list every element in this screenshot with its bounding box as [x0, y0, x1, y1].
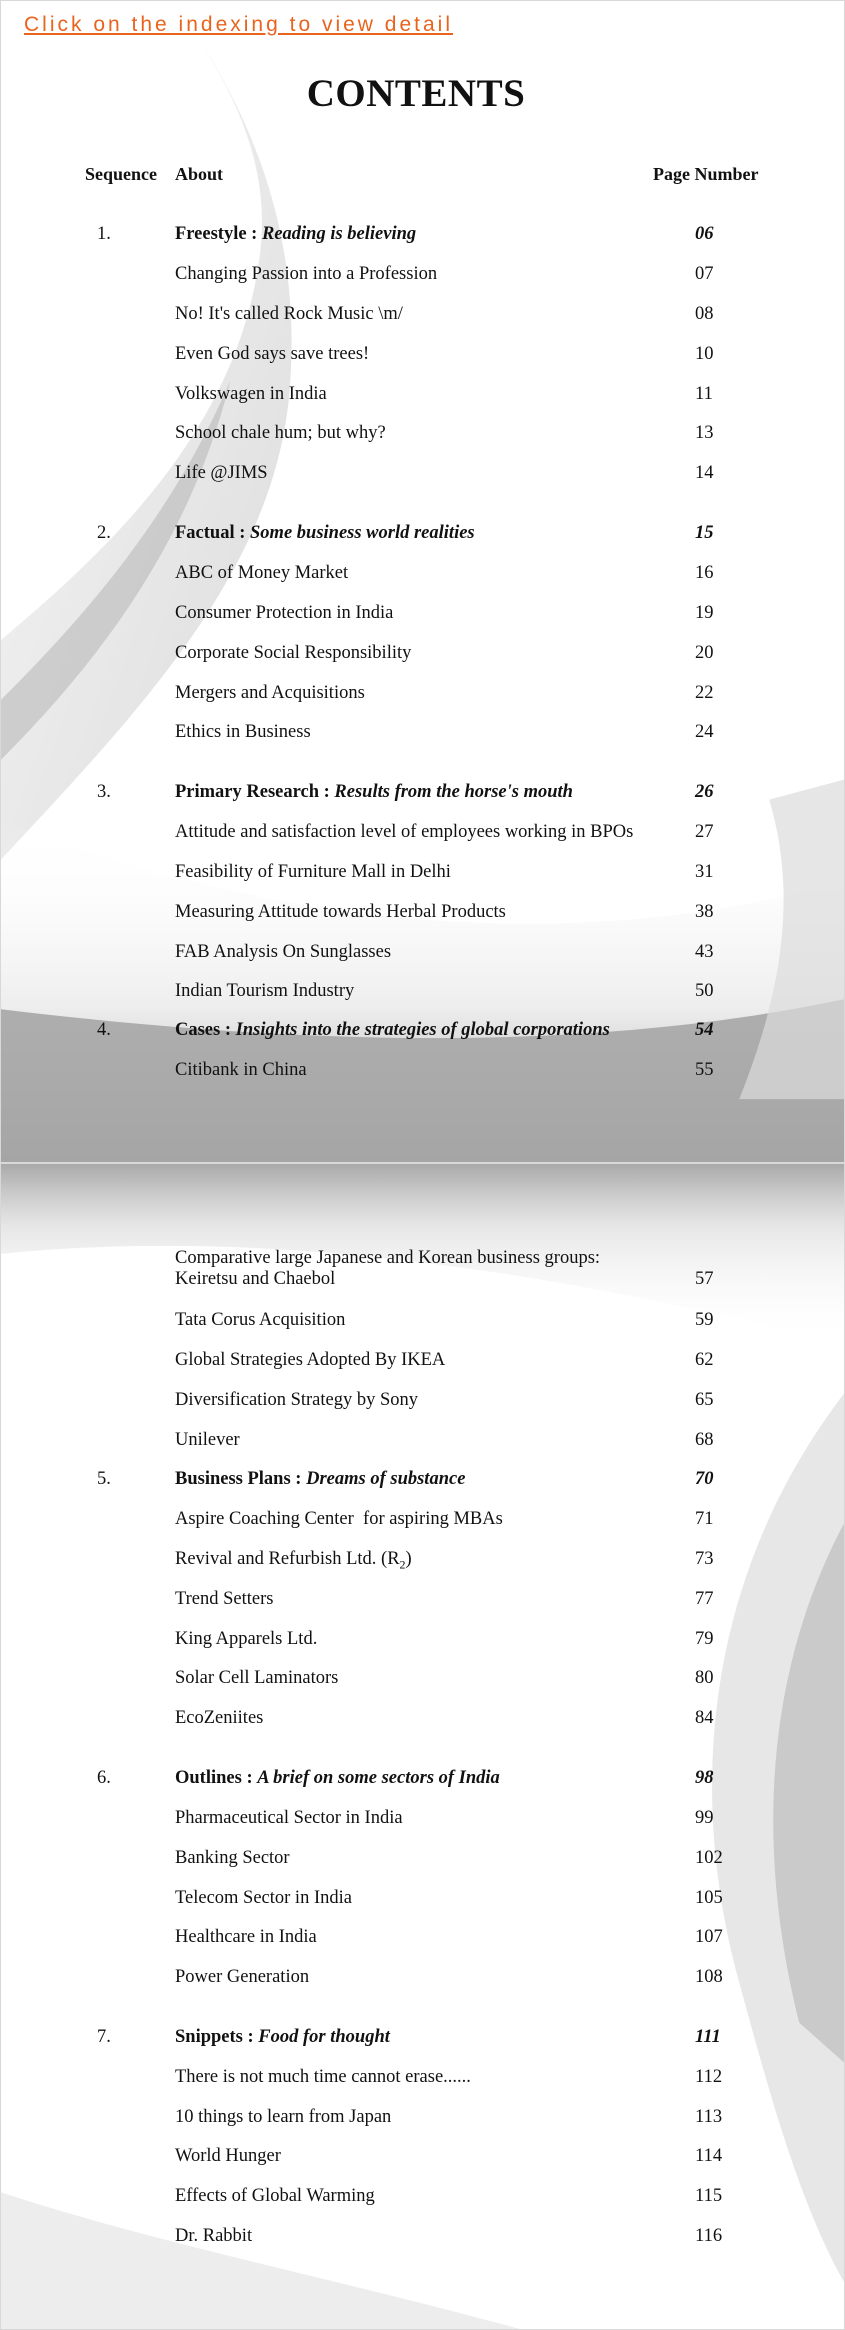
page-title: CONTENTS: [306, 72, 526, 115]
toc-item-title: Ethics in Business: [175, 722, 311, 742]
toc-item-page: 59: [695, 1310, 714, 1330]
toc-item-page: 19: [695, 603, 714, 623]
toc-item[interactable]: [1, 1967, 845, 1997]
toc-item-title: Citibank in China: [175, 1060, 307, 1080]
toc-item[interactable]: [1, 344, 845, 374]
toc-item[interactable]: [1, 1509, 845, 1539]
toc-item-title: There is not much time cannot erase......: [175, 2067, 471, 2087]
section-label: Freestyle :: [175, 224, 258, 244]
toc-item-title: Measuring Attitude towards Herbal Products: [175, 902, 506, 922]
toc-item-title: FAB Analysis On Sunglasses: [175, 942, 392, 962]
toc-item-title: Corporate Social Responsibility: [175, 643, 412, 663]
toc-item[interactable]: [1, 603, 845, 633]
section-label: Snippets :: [175, 2027, 254, 2047]
toc-item-page: 55: [695, 1060, 714, 1080]
contents-page-2: [0, 1163, 845, 2330]
toc-item-page: 113: [695, 2107, 723, 2127]
contents-page-1: [0, 0, 845, 1163]
toc-item-page: 73: [695, 1549, 714, 1569]
toc-item-page: 107: [695, 1927, 723, 1947]
toc-item[interactable]: [1, 902, 845, 932]
toc-item-title: Solar Cell Laminators: [175, 1668, 339, 1688]
toc-item-title: Healthcare in India: [175, 1927, 317, 1947]
section-label: Business Plans :: [175, 1469, 302, 1489]
toc-item-page: 57: [695, 1269, 714, 1289]
toc-item[interactable]: [1, 1430, 845, 1460]
toc-item[interactable]: [1, 2107, 845, 2137]
toc-item[interactable]: [1, 1629, 845, 1659]
toc-item-title-line1: Comparative large Japanese and Korean business groups:: [175, 1248, 601, 1268]
toc-item[interactable]: [1, 722, 845, 752]
toc-section-business-plans[interactable]: [1, 1469, 845, 1499]
section-label: Outlines :: [175, 1768, 253, 1788]
toc-item-page: 08: [695, 304, 714, 324]
toc-item-page: 77: [695, 1589, 714, 1609]
section-page: 26: [695, 782, 714, 802]
toc-item-title: Even God says save trees!: [175, 344, 370, 364]
toc-item[interactable]: [1, 423, 845, 453]
toc-item[interactable]: [1, 1549, 845, 1579]
toc-item-title: Banking Sector: [175, 1848, 290, 1868]
toc-item-page: 27: [695, 822, 714, 842]
toc-item[interactable]: [1, 1350, 845, 1380]
section-sequence: 5.: [97, 1469, 111, 1489]
toc-item-page: 10: [695, 344, 714, 364]
section-subtitle: Reading is believing: [261, 224, 417, 244]
toc-item[interactable]: [1, 1060, 845, 1090]
section-page: 111: [695, 2027, 721, 2047]
toc-item-page: 07: [695, 264, 714, 284]
toc-section-primary-research[interactable]: [1, 782, 845, 812]
toc-item-page: 79: [695, 1629, 714, 1649]
section-sequence: 4.: [97, 1020, 111, 1040]
toc-item[interactable]: [1, 1927, 845, 1957]
toc-item[interactable]: [1, 1668, 845, 1698]
toc-item-page: 108: [695, 1967, 723, 1987]
toc-item[interactable]: [1, 1708, 845, 1738]
toc-item[interactable]: [1, 643, 845, 673]
toc-item[interactable]: [1, 2146, 845, 2176]
toc-item-title: Aspire Coaching Center for aspiring MBAs: [175, 1509, 503, 1529]
header-sequence: Sequence: [85, 164, 157, 184]
section-label: Primary Research :: [175, 782, 330, 802]
toc-item-title: Diversification Strategy by Sony: [175, 1390, 419, 1410]
toc-item-title: Feasibility of Furniture Mall in Delhi: [175, 862, 451, 882]
toc-item-title: Mergers and Acquisitions: [175, 683, 365, 703]
section-subtitle: Food for thought: [258, 2027, 390, 2047]
toc-item-title: EcoZeniites: [175, 1708, 264, 1728]
toc-item[interactable]: [1, 981, 845, 1011]
toc-item-page: 99: [695, 1808, 714, 1828]
toc-item[interactable]: [1, 862, 845, 892]
toc-item[interactable]: [1, 1888, 845, 1918]
toc-item[interactable]: [1, 2226, 845, 2256]
view-detail-link[interactable]: Click on the indexing to view detail: [24, 13, 454, 36]
toc-item[interactable]: [1, 463, 845, 493]
section-label: Factual :: [175, 523, 246, 543]
section-subtitle: Dreams of substance: [306, 1469, 466, 1489]
toc-item[interactable]: [1, 1390, 845, 1420]
toc-item[interactable]: [1, 683, 845, 713]
toc-item-page: 31: [695, 862, 714, 882]
section-subtitle: Results from the horse's mouth: [334, 782, 573, 802]
section-page: 54: [695, 1020, 714, 1040]
toc-item-page: 62: [695, 1350, 714, 1370]
section-sequence: 1.: [97, 224, 111, 244]
toc-item-page: 13: [695, 423, 714, 443]
toc-item-page: 50: [695, 981, 714, 1001]
toc-item[interactable]: [1, 1310, 845, 1340]
toc-item-page: 11: [695, 384, 713, 404]
toc-item-title: 10 things to learn from Japan: [175, 2107, 392, 2127]
toc-item-title: ABC of Money Market: [175, 563, 349, 583]
toc-item-page: 24: [695, 722, 714, 742]
section-subtitle: Some business world realities: [250, 523, 475, 543]
toc-item-page: 22: [695, 683, 714, 703]
toc-item-page: 114: [695, 2146, 723, 2166]
toc-item[interactable]: [1, 2186, 845, 2216]
toc-item-page: 112: [695, 2067, 723, 2087]
toc-item-page: 71: [695, 1509, 714, 1529]
section-page: 15: [695, 523, 714, 543]
toc-item-title: Effects of Global Warming: [175, 2186, 375, 2206]
toc-item-page: 80: [695, 1668, 714, 1688]
toc-item[interactable]: [1, 1848, 845, 1878]
toc-item-page: 105: [695, 1888, 723, 1908]
toc-item[interactable]: [1, 1248, 845, 1296]
toc-section-cases[interactable]: [1, 1020, 845, 1050]
toc-item-page: 102: [695, 1848, 723, 1868]
toc-item[interactable]: [1, 1589, 845, 1619]
toc-item[interactable]: [1, 264, 845, 294]
toc-item-page: 116: [695, 2226, 723, 2246]
toc-item[interactable]: [1, 304, 845, 334]
header-about: About: [175, 164, 224, 184]
section-sequence: 2.: [97, 523, 111, 543]
header-page-number: Page Number: [653, 164, 759, 184]
toc-item-title-end: ): [405, 1549, 412, 1569]
section-subtitle: Insights into the strategies of global corporations: [235, 1020, 610, 1040]
toc-item-title: Pharmaceutical Sector in India: [175, 1808, 403, 1828]
toc-item-title: Trend Setters: [175, 1589, 274, 1609]
toc-item-page: 115: [695, 2186, 723, 2206]
toc-item-title-line2: Keiretsu and Chaebol: [175, 1269, 336, 1289]
section-sequence: 6.: [97, 1768, 111, 1788]
toc-item-title: Life @JIMS: [175, 463, 268, 483]
section-page: 70: [695, 1469, 714, 1489]
toc-item[interactable]: [1, 822, 845, 852]
toc-item-title: Indian Tourism Industry: [175, 981, 355, 1001]
section-sequence: 7.: [97, 2027, 111, 2047]
toc-item-page: 65: [695, 1390, 714, 1410]
toc-item-title: No! It's called Rock Music \m/: [175, 304, 403, 324]
toc-item-title: King Apparels Ltd.: [175, 1629, 318, 1649]
section-label: Cases :: [175, 1020, 232, 1040]
toc-item-title: Revival and Refurbish Ltd. (R: [175, 1549, 400, 1569]
toc-item-page: 84: [695, 1708, 714, 1728]
toc-item-title: Unilever: [175, 1430, 240, 1450]
section-page: 06: [695, 224, 714, 244]
toc-item-title-subscript: 2: [399, 1557, 406, 1572]
toc-item-title: Volkswagen in India: [175, 384, 327, 404]
toc-item-title: Dr. Rabbit: [175, 2226, 253, 2246]
toc-item[interactable]: [1, 1808, 845, 1838]
toc-item-page: 68: [695, 1430, 714, 1450]
toc-item[interactable]: [1, 384, 845, 414]
toc-item-title: School chale hum; but why?: [175, 423, 386, 443]
toc-item-title: Tata Corus Acquisition: [175, 1310, 346, 1330]
toc-section-factual[interactable]: [1, 523, 845, 553]
toc-section-snippets[interactable]: [1, 2027, 845, 2057]
toc-item-page: 38: [695, 902, 714, 922]
toc-item-title: Changing Passion into a Profession: [175, 264, 438, 284]
section-sequence: 3.: [97, 782, 111, 802]
toc-item-title: Power Generation: [175, 1967, 310, 1987]
toc-item-page: 20: [695, 643, 714, 663]
toc-item-title: Telecom Sector in India: [175, 1888, 352, 1908]
toc-item-title: World Hunger: [175, 2146, 281, 2166]
toc-section-outlines[interactable]: [1, 1768, 845, 1798]
section-subtitle: A brief on some sectors of India: [257, 1768, 500, 1788]
toc-item[interactable]: [1, 563, 845, 593]
toc-item-page: 16: [695, 563, 714, 583]
toc-item-title: Consumer Protection in India: [175, 603, 394, 623]
toc-item[interactable]: [1, 2067, 845, 2097]
toc-section-freestyle[interactable]: [1, 224, 845, 254]
toc-item-title: Attitude and satisfaction level of employees working in BPOs: [175, 822, 634, 842]
section-page: 98: [695, 1768, 714, 1788]
toc-item-title: Global Strategies Adopted By IKEA: [175, 1350, 446, 1370]
toc-item[interactable]: [1, 942, 845, 972]
toc-item-page: 43: [695, 942, 714, 962]
toc-item-page: 14: [695, 463, 714, 483]
